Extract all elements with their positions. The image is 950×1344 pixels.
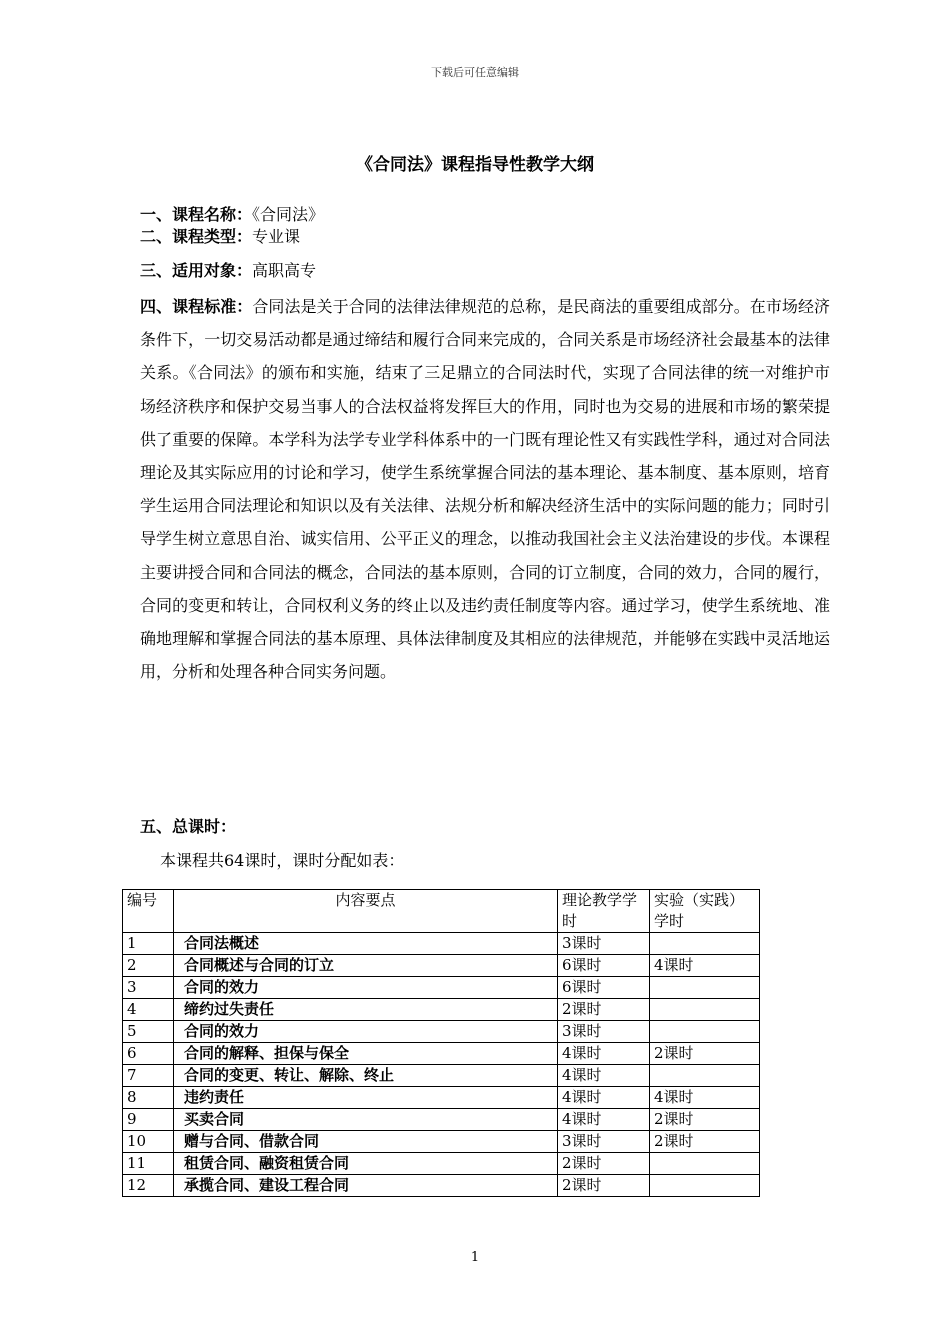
- cell-theory: 2课时: [558, 1175, 650, 1197]
- header-content: 内容要点: [174, 890, 558, 933]
- page-header: 下载后可任意编辑: [431, 66, 519, 79]
- cell-content: 合同的变更、转让、解除、终止: [174, 1065, 558, 1087]
- cell-theory: 3课时: [558, 933, 650, 955]
- cell-content: 买卖合同: [174, 1109, 558, 1131]
- cell-practice: [650, 1153, 760, 1175]
- cell-no: 4: [123, 999, 174, 1021]
- table-header-row: [123, 890, 760, 933]
- cell-no: 7: [123, 1065, 174, 1087]
- cell-practice: 2课时: [650, 1043, 760, 1065]
- cell-theory: 4课时: [558, 1087, 650, 1109]
- cell-content: 赠与合同、借款合同: [174, 1131, 558, 1153]
- cell-no: 6: [123, 1043, 174, 1065]
- cell-no: 9: [123, 1109, 174, 1131]
- cell-theory: 4课时: [558, 1109, 650, 1131]
- cell-practice: [650, 999, 760, 1021]
- cell-content: 合同的效力: [174, 1021, 558, 1043]
- meta-label: 一、课程名称：: [140, 205, 253, 224]
- cell-content: 承揽合同、建设工程合同: [174, 1175, 558, 1197]
- cell-no: 8: [123, 1087, 174, 1109]
- cell-practice: 4课时: [650, 1087, 760, 1109]
- cell-theory: 2课时: [558, 1153, 650, 1175]
- meta-value: 专业课: [252, 227, 301, 246]
- cell-theory: 4课时: [558, 1065, 650, 1087]
- cell-practice: 2课时: [650, 1131, 760, 1153]
- cell-no: 12: [123, 1175, 174, 1197]
- cell-practice: [650, 1175, 760, 1197]
- header-theory: 理论教学学时: [558, 890, 650, 933]
- table-row: [123, 1109, 760, 1131]
- page-number: 1: [470, 1250, 480, 1265]
- hours-table: [122, 889, 760, 1197]
- cell-content: 缔约过失责任: [174, 999, 558, 1021]
- hours-intro: 本课程共64课时，课时分配如表：: [160, 851, 405, 870]
- table-row: [123, 1087, 760, 1109]
- cell-no: 11: [123, 1153, 174, 1175]
- meta-label: 二、课程类型：: [140, 227, 253, 246]
- table-row: [123, 999, 760, 1021]
- cell-theory: 3课时: [558, 1131, 650, 1153]
- cell-no: 1: [123, 933, 174, 955]
- cell-content: 合同的解释、担保与保全: [174, 1043, 558, 1065]
- course-standard-paragraph: [140, 290, 830, 688]
- cell-practice: [650, 1021, 760, 1043]
- table-row: [123, 933, 760, 955]
- standard-label: 四、课程标准：: [140, 297, 253, 316]
- meta-label: 三、适用对象：: [140, 261, 253, 280]
- cell-theory: 6课时: [558, 977, 650, 999]
- table-row: [123, 977, 760, 999]
- cell-theory: 6课时: [558, 955, 650, 977]
- cell-practice: 2课时: [650, 1109, 760, 1131]
- cell-theory: 2课时: [558, 999, 650, 1021]
- cell-content: 违约责任: [174, 1087, 558, 1109]
- meta-audience: [140, 254, 830, 287]
- table-row: [123, 1065, 760, 1087]
- cell-practice: [650, 1065, 760, 1087]
- cell-theory: 4课时: [558, 1043, 650, 1065]
- cell-no: 10: [123, 1131, 174, 1153]
- cell-content: 租赁合同、融资租赁合同: [174, 1153, 558, 1175]
- cell-content: 合同概述与合同的订立: [174, 955, 558, 977]
- section-total-hours: 五、总课时：: [140, 817, 237, 836]
- table-row: [123, 1131, 760, 1153]
- cell-practice: 4课时: [650, 955, 760, 977]
- table-row: [123, 1153, 760, 1175]
- table-row: [123, 1043, 760, 1065]
- table-row: [123, 1175, 760, 1197]
- cell-practice: [650, 933, 760, 955]
- cell-practice: [650, 977, 760, 999]
- meta-value: 《合同法》: [252, 205, 325, 224]
- document-title: 《合同法》课程指导性教学大纲: [356, 155, 594, 175]
- cell-content: 合同法概述: [174, 933, 558, 955]
- cell-no: 5: [123, 1021, 174, 1043]
- table-row: [123, 955, 760, 977]
- header-practice: 实验（实践）学时: [650, 890, 760, 933]
- cell-theory: 3课时: [558, 1021, 650, 1043]
- standard-text: 合同法是关于合同的法律法律规范的总称，是民商法的重要组成部分。在市场经济条件下，一切交易活动都是通过缔结和履行合同来完成的，合同关系是市场经济社会最基本的法律关系。《合同法》的颁布和实施，结束了三足鼎立的合同法时代，实现了合同法律的统一对维护市场经济秩序和保护交易当事人的合法权益将发挥巨大的作用，同时也为交易的进展和市场的繁荣提供了重要的保障。本学科为法学专业学科体系中的一门既有理论性又有实践性学科，通过对合同法理论及其实际应用的讨论和学习，使学生系统掌握合同法的基本理论、基本制度、基本原则，培育学生运用合同法理论和知识以及有关法律、法规分析和解决经济生活中的实际问题的能力；同时引导学生树立意思自治、诚实信用、公平正义的理念，以推动我国社会主义法治建设的步伐。本课程主要讲授合同和合同法的概念，合同法的基本原则，合同的订立制度，合同的效力，合同的履行，合同的变更和转让，合同权利义务的终止以及违约责任制度等内容。通过学习，使学生系统地、准确地理解和掌握合同法的基本原理、具体法律制度及其相应的法律规范，并能够在实践中灵活地运用，分析和处理各种合同实务问题。: [140, 297, 830, 682]
- cell-content: 合同的效力: [174, 977, 558, 999]
- cell-no: 3: [123, 977, 174, 999]
- meta-course-type: [140, 220, 830, 253]
- meta-value: 高职高专: [252, 261, 317, 280]
- header-no: 编号: [123, 890, 174, 933]
- table-row: [123, 1021, 760, 1043]
- cell-no: 2: [123, 955, 174, 977]
